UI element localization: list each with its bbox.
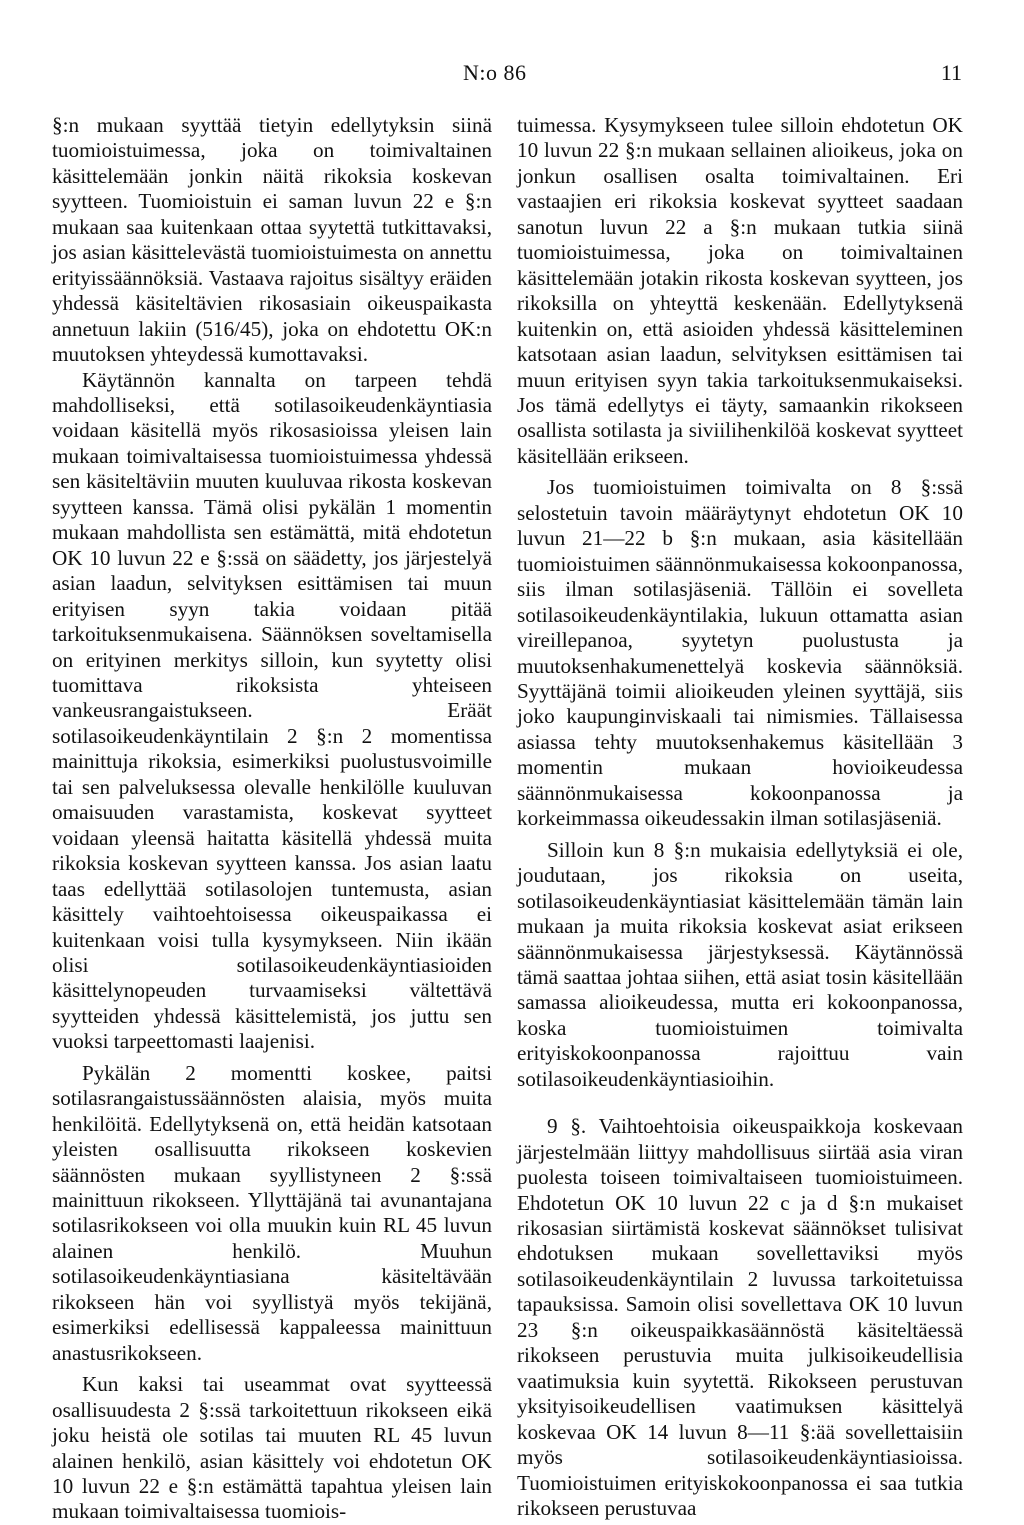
- page-number: 11: [940, 60, 962, 85]
- paragraph: Kun kaksi tai useammat ovat syytteessä osallisuudesta 2 §:ssä tarkoitettuun rikokseen eikä joku heistä ole sotilas tai muuten RL 45 luvun alainen henkilö, asian käsittely voi ehdotetun OK 10 luvun 22 e §:n estämättä tapahtua yleisen lain mukaan toimivaltaisessa tuomiois-: [52, 1372, 492, 1524]
- paragraph: Silloin kun 8 §:n mukaisia edellytyksiä ei ole, joudutaan, jos rikoksia on useita, sotilasoikeudenkäyntiasiat käsittelemään tämän lain mukaan ja muita rikoksia koskevat asiat erikseen säännönmukaisessa järjestyksessä. Käytännössä tämä saattaa johtaa siihen, että asiat tosin käsitellään samassa alioikeudessa, mutta eri kokoonpanossa, koska tuomioistuimen toimivalta erityiskokoonpanossa rajoittuu vain sotilasoikeudenkäyntiasioihin.: [517, 837, 963, 1091]
- right-column: [517, 113, 963, 1521]
- paragraph-section-9: 9 §. Vaihtoehtoisia oikeuspaikkoja koskevaan järjestelmään liittyy mahdollisuus siirtää asia viran puolesta toiseen toimivaltaiseen tuomioistuimeen. Ehdotetun OK 10 luvun 22 c ja d §:n mukaiset rikosasian siirtämistä koskevat säännökset tulisivat ehdotuksen mukaan sovellettaviksi myös sotilasoikeudenkäyntilain 2 luvussa tarkoitetuissa tapauksissa. Samoin olisi sovellettava OK 10 luvun 23 §:n oikeuspaikkasäännöstä käsiteltäessä rikokseen perustuvia muita julkisoikeudellisia vaatimuksia kuin syytettä. Rikokseen perustuvan yksityisoikeudellisen vaatimuksen käsittelyä koskevaa OK 14 luvun 8—11 §:ää sovellettaisiin myös sotilasoikeudenkäyntiasioissa. Tuomioistuimen erityiskokoonpanossa ei saa tutkia rikokseen perustuvaa: [517, 1114, 963, 1521]
- paragraph: tuimessa. Kysymykseen tulee silloin ehdotetun OK 10 luvun 22 §:n mukaan sellainen alioikeus, joka on jonkun osallisen osalta toimivaltainen. Eri vastaajien eri rikoksia koskevat syytteet saadaan sanotun luvun 22 a §:n mukaan tutkia siinä tuomioistuimessa, joka on toimivaltainen käsittelemään jotakin rikosta koskevan syytteen, jos rikoksilla on yhteyttä keskenään. Edellytyksenä kuitenkin on, että asioiden yhdessä käsitteleminen katsotaan asian laadun, selvityksen esittämisen tai muun erityisen syyn takia tarkoituksenmukaiseksi. Jos tämä edellytys ei täyty, samaankin rikokseen osallista sotilasta ja siviilihenkilöä koskevat syytteet käsitellään erikseen.: [517, 113, 963, 468]
- document-number: N:o 86: [463, 60, 527, 85]
- left-column: [52, 113, 492, 1525]
- paragraph: §:n mukaan syyttää tietyin edellytyksin siinä tuomioistuimessa, joka on toimivaltainen käsittelemään jonkin näitä rikoksia koskevan syytteen. Tuomioistuin ei saman luvun 22 e §:n mukaan saa kuitenkaan ottaa syytettä tutkittavaksi, jos asian käsittelevästä tuomioistuimesta on annettu erityissäännöksiä. Vastaava rajoitus sisältyy eräiden yhdessä käsiteltävien rikosasiain oikeuspaikasta annetuun lakiin (516/45), joka on ehdotettu OK:n muutoksen yhteydessä kumottavaksi.: [52, 113, 492, 367]
- paragraph: Jos tuomioistuimen toimivalta on 8 §:ssä selostetuin tavoin määräytynyt ehdotetun OK 10 luvun 21—22 b §:n mukaan, asia käsitellään tuomioistuimen säännönmukaisessa kokoonpanossa, siis ilman sotilasjäseniä. Tällöin ei sovelleta sotilasoikeudenkäyntilakia, lukuun ottamatta asian vireillepanoa, syytetyn puolustusta ja muutoksenhakumenettelyä koskevia säännöksiä. Syyttäjänä toimii alioikeuden yleinen syyttäjä, siis joko kaupunginviskaali tai nimismies. Tällaisessa asiassa tehty muutoksenhakemus käsitellään 3 momentin mukaan hovioikeudessa säännönmukaisessa kokoonpanossa ja korkeimmassa oikeudessakin ilman sotilasjäseniä.: [517, 475, 963, 831]
- paragraph: Käytännön kannalta on tarpeen tehdä mahdolliseksi, että sotilasoikeudenkäyntiasia voidaan käsitellä myös rikosasioissa yleisen lain mukaan toimivaltaisessa tuomioistuimessa yhdessä sen käsiteltäviin muuten kuuluvaa rikosta koskevan syytteen kanssa. Tämä olisi pykälän 1 momentin mukaan mahdollista sen estämättä, mitä ehdotetun OK 10 luvun 22 e §:ssä on säädetty, jos järjestelyä asian laadun, selvityksen esittämisen tai muun erityisen syyn takia voidaan pitää tarkoituksenmukaisena. Säännöksen soveltamisella on erityinen merkitys silloin, kun syytetty olisi tuomittava rikoksista yhteiseen vankeusrangaistukseen. Eräät sotilasoikeudenkäyntilain 2 §:n 2 momentissa mainittuja rikoksia, esimerkiksi puolustusvoimille tai sen palveluksessa olevalle henkilölle kuuluvan omaisuuden varastamista, koskevat syytteet voidaan yleensä haitatta käsitellä yhdessä muita rikoksia koskevan syytteen kanssa. Jos asian laatu taas edellyttää sotilasolojen tuntemusta, asian käsittely vaihtoehtoisessa oikeuspaikassa ei kuitenkaan voisi tulla kysymykseen. Niin ikään olisi sotilasoikeudenkäyntiasioiden käsittelynopeuden turvaamiseksi vältettävä syytteiden yhdessä käsittelemistä, jos juttu sen vuoksi tarpeettomasti laajenisi.: [52, 367, 492, 1054]
- paragraph: Pykälän 2 momentti koskee, paitsi sotilasrangaistussäännösten alaisia, myös muita henkilöitä. Edellytyksenä on, että heidän katsotaan yleisten osallisuutta rikokseen koskevien säännösten mukaan syyllistyneen 2 §:ssä mainittuun rikokseen. Yllyttäjänä tai avunantajana sotilasrikokseen voi olla muukin kuin RL 45 luvun alainen henkilö. Muuhun sotilasoikeudenkäyntiasiana käsiteltävään rikokseen hän voi syyllistyä myös tekijänä, esimerkiksi edellisessä kappaleessa mainittuun anastusrikokseen.: [52, 1060, 492, 1365]
- page-header: [52, 60, 962, 90]
